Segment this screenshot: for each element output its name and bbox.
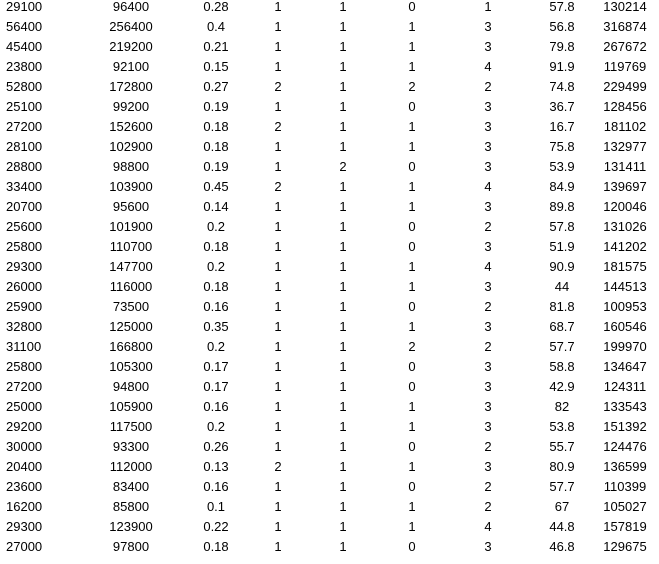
- table-cell: 105027: [603, 499, 647, 514]
- table-cell: 75.8: [549, 139, 575, 154]
- table-cell: 0.2: [206, 339, 226, 354]
- table-cell: 4: [484, 519, 492, 534]
- table-cell: 1: [274, 419, 282, 434]
- table-cell: 181102: [603, 119, 647, 134]
- table-cell: 133543: [603, 399, 647, 414]
- table-cell: 1: [274, 0, 282, 14]
- table-cell: 1: [408, 519, 416, 534]
- table-row: [0, 477, 659, 497]
- table-cell: 73500: [112, 299, 150, 314]
- table-cell: 56.8: [549, 19, 575, 34]
- table-cell: 27200: [6, 379, 43, 394]
- table-row: [0, 157, 659, 177]
- table-cell: 1: [274, 339, 282, 354]
- table-cell: 102900: [109, 139, 153, 154]
- table-cell: 1: [339, 519, 347, 534]
- table-cell: 29300: [6, 519, 43, 534]
- table-cell: 1: [274, 499, 282, 514]
- table-cell: 1: [274, 19, 282, 34]
- table-row: [0, 117, 659, 137]
- table-cell: 93300: [112, 439, 150, 454]
- table-cell: 3: [484, 399, 492, 414]
- table-row: [0, 517, 659, 537]
- table-cell: 1: [408, 459, 416, 474]
- table-cell: 1: [274, 319, 282, 334]
- table-cell: 3: [484, 379, 492, 394]
- table-cell: 0.16: [203, 479, 229, 494]
- table-cell: 2: [484, 339, 492, 354]
- table-cell: 0.17: [203, 379, 229, 394]
- table-cell: 1: [339, 99, 347, 114]
- table-cell: 74.8: [549, 79, 575, 94]
- table-cell: 0.16: [203, 399, 229, 414]
- table-cell: 45400: [6, 39, 43, 54]
- table-cell: 105900: [109, 399, 153, 414]
- table-cell: 136599: [603, 459, 647, 474]
- table-cell: 2: [484, 299, 492, 314]
- table-cell: 30000: [6, 439, 43, 454]
- table-cell: 0: [408, 299, 416, 314]
- table-cell: 1: [339, 439, 347, 454]
- table-cell: 131411: [603, 159, 647, 174]
- table-cell: 1: [339, 119, 347, 134]
- table-cell: 144513: [603, 279, 647, 294]
- table-cell: 3: [484, 119, 492, 134]
- table-cell: 4: [484, 179, 492, 194]
- table-cell: 1: [339, 179, 347, 194]
- table-cell: 3: [484, 199, 492, 214]
- table-cell: 116000: [109, 279, 153, 294]
- table-cell: 3: [484, 19, 492, 34]
- table-cell: 0: [408, 439, 416, 454]
- table-row: [0, 217, 659, 237]
- table-row: [0, 257, 659, 277]
- table-cell: 83400: [112, 479, 150, 494]
- table-cell: 0: [408, 359, 416, 374]
- table-cell: 1: [339, 299, 347, 314]
- table-cell: 123900: [109, 519, 153, 534]
- table-cell: 0.35: [203, 319, 229, 334]
- table-cell: 0: [408, 219, 416, 234]
- table-cell: 117500: [109, 419, 153, 434]
- table-row: [0, 177, 659, 197]
- table-cell: 0.16: [203, 299, 229, 314]
- table-cell: 23600: [6, 479, 43, 494]
- table-cell: 0.15: [203, 59, 229, 74]
- table-cell: 91.9: [549, 59, 575, 74]
- table-cell: 0: [408, 239, 416, 254]
- table-cell: 1: [339, 259, 347, 274]
- table-row: [0, 97, 659, 117]
- table-cell: 1: [408, 119, 416, 134]
- table-cell: 29300: [6, 259, 43, 274]
- table-cell: 3: [484, 319, 492, 334]
- table-cell: 1: [339, 39, 347, 54]
- table-cell: 1: [408, 259, 416, 274]
- table-cell: 0.14: [203, 199, 229, 214]
- table-cell: 1: [408, 499, 416, 514]
- table-cell: 90.9: [549, 259, 575, 274]
- table-cell: 2: [274, 79, 282, 94]
- table-cell: 0: [408, 479, 416, 494]
- table-cell: 1: [274, 219, 282, 234]
- table-cell: 96400: [112, 0, 150, 14]
- table-cell: 28800: [6, 159, 43, 174]
- table-cell: 29200: [6, 419, 43, 434]
- table-cell: 1: [274, 259, 282, 274]
- table-row: [0, 197, 659, 217]
- table-cell: 1: [408, 419, 416, 434]
- table-cell: 110700: [109, 239, 153, 254]
- table-cell: 51.9: [549, 239, 575, 254]
- table-cell: 84.9: [549, 179, 575, 194]
- table-cell: 0.18: [203, 279, 229, 294]
- table-cell: 1: [339, 319, 347, 334]
- table-cell: 99200: [112, 99, 150, 114]
- table-cell: 68.7: [549, 319, 575, 334]
- table-cell: 1: [274, 239, 282, 254]
- table-cell: 0.2: [206, 259, 226, 274]
- table-cell: 25900: [6, 299, 43, 314]
- table-cell: 16.7: [549, 119, 575, 134]
- table-cell: 0.19: [203, 159, 229, 174]
- table-cell: 1: [339, 199, 347, 214]
- table-cell: 3: [484, 139, 492, 154]
- table-cell: 28100: [6, 139, 43, 154]
- table-cell: 53.8: [549, 419, 575, 434]
- table-cell: 128456: [603, 99, 647, 114]
- table-row: [0, 497, 659, 517]
- table-cell: 120046: [603, 199, 647, 214]
- table-cell: 199970: [603, 339, 647, 354]
- table-row: [0, 457, 659, 477]
- table-cell: 256400: [109, 19, 153, 34]
- table-cell: 2: [484, 499, 492, 514]
- table-cell: 147700: [109, 259, 153, 274]
- table-cell: 1: [339, 219, 347, 234]
- table-cell: 2: [484, 439, 492, 454]
- table-cell: 25100: [6, 99, 43, 114]
- table-cell: 0.21: [203, 39, 229, 54]
- table-cell: 316874: [603, 19, 647, 34]
- table-row: [0, 537, 659, 557]
- table-cell: 0.13: [203, 459, 229, 474]
- table-cell: 1: [339, 399, 347, 414]
- table-row: [0, 297, 659, 317]
- table-cell: 57.7: [549, 339, 575, 354]
- table-cell: 20400: [6, 459, 43, 474]
- table-cell: 1: [339, 479, 347, 494]
- table-cell: 101900: [109, 219, 153, 234]
- table-cell: 80.9: [549, 459, 575, 474]
- table-cell: 105300: [109, 359, 153, 374]
- table-row: [0, 237, 659, 257]
- table-cell: 36.7: [549, 99, 575, 114]
- table-cell: 26000: [6, 279, 43, 294]
- table-cell: 110399: [603, 479, 647, 494]
- table-row: [0, 0, 659, 17]
- table-cell: 85800: [112, 499, 150, 514]
- table-cell: 124311: [603, 379, 647, 394]
- table-cell: 166800: [109, 339, 153, 354]
- table-cell: 4: [484, 59, 492, 74]
- table-cell: 100953: [603, 299, 647, 314]
- table-cell: 27200: [6, 119, 43, 134]
- table-cell: 3: [484, 99, 492, 114]
- table-cell: 1: [274, 379, 282, 394]
- table-cell: 1: [339, 539, 347, 554]
- table-cell: 3: [484, 359, 492, 374]
- table-cell: 0.18: [203, 539, 229, 554]
- table-cell: 2: [274, 179, 282, 194]
- table-cell: 1: [339, 139, 347, 154]
- table-cell: 2: [484, 479, 492, 494]
- table-cell: 1: [408, 199, 416, 214]
- table-cell: 0: [408, 0, 416, 14]
- table-cell: 1: [274, 399, 282, 414]
- table-cell: 103900: [109, 179, 153, 194]
- table-cell: 20700: [6, 199, 43, 214]
- table-cell: 139697: [603, 179, 647, 194]
- table-cell: 94800: [112, 379, 150, 394]
- table-cell: 0.22: [203, 519, 229, 534]
- table-cell: 124476: [603, 439, 647, 454]
- table-cell: 82: [554, 399, 570, 414]
- table-cell: 132977: [603, 139, 647, 154]
- table-cell: 1: [339, 379, 347, 394]
- table-row: [0, 337, 659, 357]
- table-cell: 1: [339, 59, 347, 74]
- table-row: [0, 57, 659, 77]
- table-cell: 3: [484, 279, 492, 294]
- table-row: [0, 17, 659, 37]
- table-cell: 0.2: [206, 219, 226, 234]
- table-cell: 157819: [603, 519, 647, 534]
- table-cell: 1: [484, 0, 492, 14]
- table-cell: 23800: [6, 59, 43, 74]
- table-cell: 1: [274, 159, 282, 174]
- table-cell: 151392: [603, 419, 647, 434]
- table-cell: 0.1: [206, 499, 226, 514]
- table-cell: 0.18: [203, 239, 229, 254]
- table-cell: 2: [484, 219, 492, 234]
- table-cell: 1: [274, 199, 282, 214]
- table-cell: 57.8: [549, 219, 575, 234]
- table-cell: 1: [274, 479, 282, 494]
- table-row: [0, 437, 659, 457]
- table-cell: 32800: [6, 319, 43, 334]
- table-cell: 25600: [6, 219, 43, 234]
- table-cell: 152600: [109, 119, 153, 134]
- table-cell: 131026: [603, 219, 647, 234]
- table-cell: 1: [274, 99, 282, 114]
- table-cell: 44.8: [549, 519, 575, 534]
- table-cell: 81.8: [549, 299, 575, 314]
- table-cell: 3: [484, 539, 492, 554]
- table-cell: 0: [408, 159, 416, 174]
- table-cell: 229499: [603, 79, 647, 94]
- table-cell: 44: [554, 279, 570, 294]
- table-cell: 95600: [112, 199, 150, 214]
- table-cell: 160546: [603, 319, 647, 334]
- table-cell: 2: [408, 79, 416, 94]
- table-cell: 4: [484, 259, 492, 274]
- table-cell: 1: [408, 279, 416, 294]
- table-cell: 52800: [6, 79, 43, 94]
- table-cell: 0.4: [206, 19, 226, 34]
- table-cell: 2: [274, 119, 282, 134]
- table-row: [0, 37, 659, 57]
- table-cell: 25000: [6, 399, 43, 414]
- table-cell: 3: [484, 419, 492, 434]
- table-row: [0, 137, 659, 157]
- table-cell: 1: [339, 279, 347, 294]
- table-cell: 267672: [603, 39, 647, 54]
- table-cell: 2: [484, 79, 492, 94]
- table-cell: 56400: [6, 19, 43, 34]
- table-cell: 125000: [109, 319, 153, 334]
- table-cell: 219200: [109, 39, 153, 54]
- table-cell: 1: [408, 399, 416, 414]
- table-cell: 1: [274, 359, 282, 374]
- table-cell: 1: [274, 299, 282, 314]
- table-cell: 1: [339, 359, 347, 374]
- table-cell: 3: [484, 159, 492, 174]
- table-cell: 1: [339, 239, 347, 254]
- table-cell: 3: [484, 39, 492, 54]
- table-cell: 2: [339, 159, 347, 174]
- table-cell: 1: [339, 19, 347, 34]
- table-cell: 46.8: [549, 539, 575, 554]
- table-cell: 172800: [109, 79, 153, 94]
- table-cell: 67: [554, 499, 570, 514]
- table-cell: 1: [339, 79, 347, 94]
- table-cell: 119769: [603, 59, 647, 74]
- table-cell: 181575: [603, 259, 647, 274]
- table-cell: 97800: [112, 539, 150, 554]
- table-cell: 0: [408, 379, 416, 394]
- table-cell: 79.8: [549, 39, 575, 54]
- table-cell: 112000: [109, 459, 153, 474]
- table-cell: 1: [274, 439, 282, 454]
- table-cell: 1: [274, 59, 282, 74]
- table-cell: 0.27: [203, 79, 229, 94]
- table-row: [0, 357, 659, 377]
- table-cell: 1: [339, 339, 347, 354]
- table-cell: 1: [339, 419, 347, 434]
- table-cell: 1: [274, 139, 282, 154]
- table-cell: 2: [274, 459, 282, 474]
- table-cell: 1: [408, 19, 416, 34]
- table-cell: 0.26: [203, 439, 229, 454]
- table-cell: 1: [274, 279, 282, 294]
- table-cell: 98800: [112, 159, 150, 174]
- table-cell: 0.19: [203, 99, 229, 114]
- table-cell: 129675: [603, 539, 647, 554]
- table-cell: 92100: [112, 59, 150, 74]
- table-cell: 16200: [6, 499, 43, 514]
- table-cell: 31100: [6, 339, 42, 354]
- table-cell: 3: [484, 239, 492, 254]
- table-row: [0, 377, 659, 397]
- table-row: [0, 417, 659, 437]
- table-cell: 1: [339, 0, 347, 14]
- table-cell: 0.45: [203, 179, 229, 194]
- table-cell: 1: [339, 459, 347, 474]
- table-cell: 0.18: [203, 119, 229, 134]
- table-cell: 1: [274, 519, 282, 534]
- table-cell: 33400: [6, 179, 43, 194]
- table-cell: 134647: [603, 359, 647, 374]
- table-row: [0, 277, 659, 297]
- table-cell: 1: [408, 179, 416, 194]
- table-cell: 1: [274, 39, 282, 54]
- table-cell: 89.8: [549, 199, 575, 214]
- table-cell: 42.9: [549, 379, 575, 394]
- table-cell: 3: [484, 459, 492, 474]
- table-cell: 130214: [603, 0, 647, 14]
- table-cell: 1: [339, 499, 347, 514]
- table-cell: 0.2: [206, 419, 226, 434]
- table-cell: 1: [408, 139, 416, 154]
- table-row: [0, 77, 659, 97]
- table-cell: 53.9: [549, 159, 575, 174]
- table-cell: 1: [274, 539, 282, 554]
- table-cell: 0.18: [203, 139, 229, 154]
- table-cell: 141202: [603, 239, 647, 254]
- table-cell: 0.17: [203, 359, 229, 374]
- table-cell: 55.7: [549, 439, 575, 454]
- table-cell: 29100: [6, 0, 43, 14]
- table-cell: 1: [408, 39, 416, 54]
- table-cell: 27000: [6, 539, 43, 554]
- table-row: [0, 317, 659, 337]
- table-cell: 25800: [6, 239, 43, 254]
- table-cell: 0.28: [203, 0, 229, 14]
- table-cell: 1: [408, 319, 416, 334]
- table-cell: 25800: [6, 359, 43, 374]
- table-cell: 2: [408, 339, 416, 354]
- table-cell: 57.8: [549, 0, 575, 14]
- table-cell: 57.7: [549, 479, 575, 494]
- table-row: [0, 397, 659, 417]
- table-cell: 1: [408, 59, 416, 74]
- table-cell: 0: [408, 99, 416, 114]
- table-cell: 58.8: [549, 359, 575, 374]
- table-cell: 0: [408, 539, 416, 554]
